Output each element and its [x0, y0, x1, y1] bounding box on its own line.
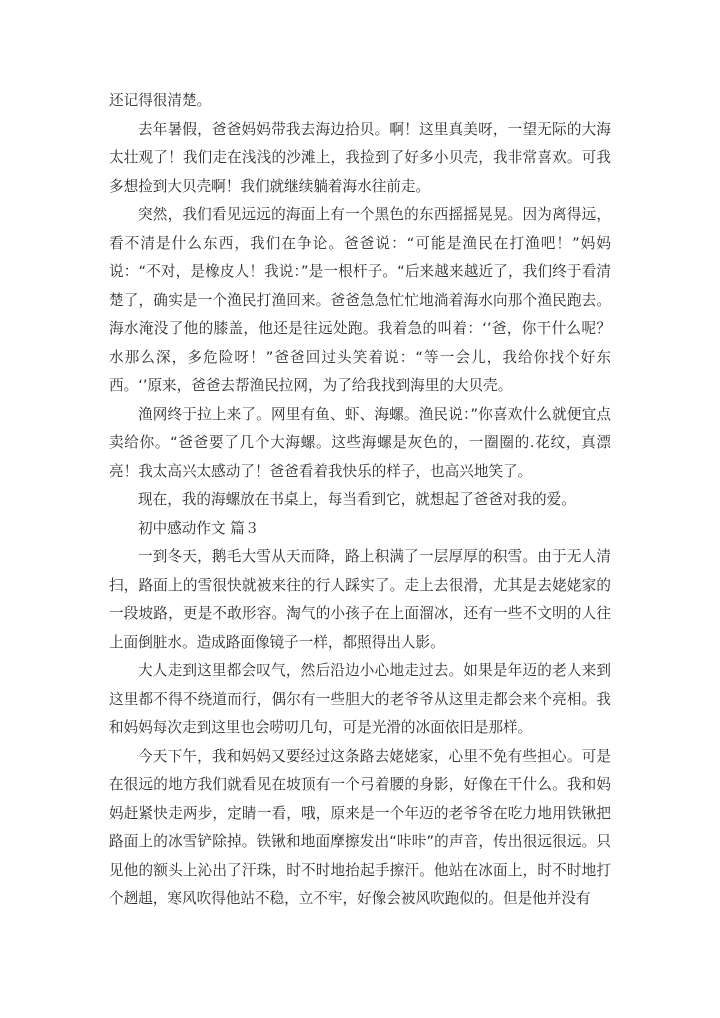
paragraph-1: 还记得很清楚。 [109, 92, 212, 109]
paragraph-8: 今天下午，我和妈妈又要经过这条路去姥姥家，心里不免有些担心。可是在很远的地方我们就看见在坡顶有一个弓着腰的身影，好像在干什么。我和妈妈赶紧快走两步，定睛一看，哦，原来是一个年迈的老爷爷在吃力地用铁锹把路面上的冰雪铲除掉。铁锹和地面摩擦发出“咔咔”的声音，传出很远很远。只见他的额头上沁出了汗珠，时不时地抬起手擦汗。他站在冰面上，时不时地打个趔趄，寒风吹得他站不稳，立不牢，好像会被风吹跑似的。但是他并没有 [109, 747, 611, 907]
paragraph-3: 突然，我们看见远远的海面上有一个黑色的东西摇摇晃晃。因为离得远，看不清是什么东西，我们在争论。爸爸说：“可能是渔民在打渔吧！”妈妈说：“不对，是橡皮人！我说：”是一根杆子。“后来越来越近了，我们终于看清楚了，确实是一个渔民打渔回来。爸爸急急忙忙地淌着海水向那个渔民跑去。海水淹没了他的膝盖，他还是往远处跑。我着急的叫着：‘’爸，你干什么呢？水那么深，多危险呀！”爸爸回过头笑着说：“等一会儿，我给你找个好东西。‘’原来，爸爸去帮渔民拉网，为了给我找到海里的大贝壳。 [109, 206, 611, 394]
paragraph-6: 一到冬天，鹅毛大雪从天而降，路上积满了一层厚厚的积雪。由于无人清扫，路面上的雪很快就被来往的行人踩实了。走上去很滑，尤其是去姥姥家的一段坡路，更是不敢形容。淘气的小孩子在上面溜冰，还有一些不文明的人往上面倒脏水。造成路面像镜子一样，都照得出人影。 [109, 548, 611, 651]
paragraph-7: 大人走到这里都会叹气，然后沿边小心地走过去。如果是年迈的老人来到这里都不得不绕道而行，偶尔有一些胆大的老爷爷从这里走都会来个亮相。我和妈妈每次走到这里也会唠叨几句，可是光滑的冰面依旧是那样。 [109, 662, 611, 736]
section-heading: 初中感动作文 篇３ [138, 519, 260, 537]
document-body [109, 87, 611, 914]
paragraph-2: 去年暑假，爸爸妈妈带我去海边拾贝。啊！这里真美呀，一望无际的大海太壮观了！我们走在浅浅的沙滩上，我捡到了好多小贝壳，我非常喜欢。可我多想捡到大贝壳啊！我们就继续躺着海水往前走。 [109, 120, 611, 195]
paragraph-5: 现在，我的海螺放在书桌上，每当看到它，就想起了爸爸对我的爱。 [138, 491, 576, 508]
paragraph-4: 渔网终于拉上来了。网里有鱼、虾、海螺。渔民说：”你喜欢什么就便宜点卖给你。“爸爸要了几个大海螺。这些海螺是灰色的，一圈圈的.花纹，真漂亮！我太高兴太感动了！爸爸看着我快乐的样子，也高兴地笑了。 [109, 405, 611, 480]
